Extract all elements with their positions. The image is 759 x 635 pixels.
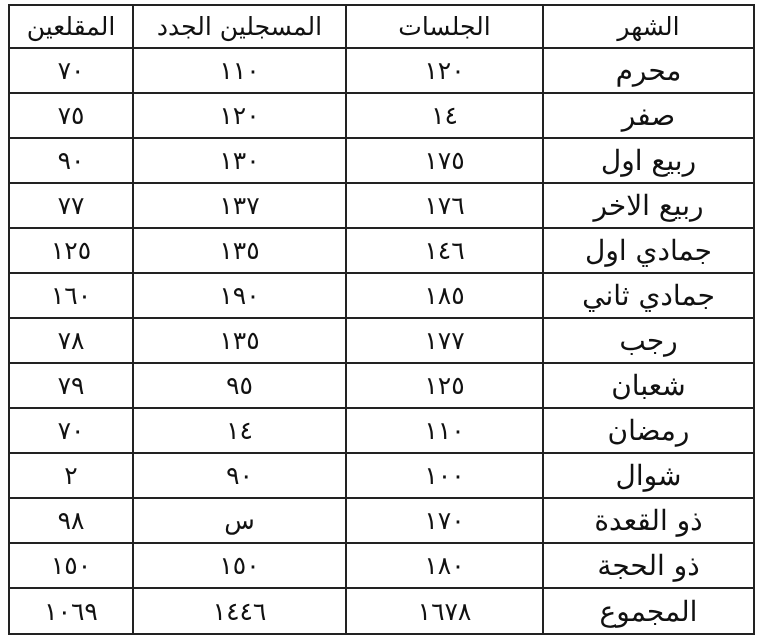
total-quitters: ١٠٦٩ (9, 588, 133, 634)
cell-quitters: ٩٨ (9, 498, 133, 543)
cell-quitters: ٢ (9, 453, 133, 498)
cell-quitters: ٧٠ (9, 48, 133, 93)
cell-quitters: ١٥٠ (9, 543, 133, 588)
header-month: الشهر (543, 5, 754, 48)
cell-new-registered: ٩٥ (133, 363, 346, 408)
cell-sessions: ١٢٠ (346, 48, 543, 93)
header-new-registered: المسجلين الجدد (133, 5, 346, 48)
cell-quitters: ٧٧ (9, 183, 133, 228)
cell-sessions: ١٧٠ (346, 498, 543, 543)
cell-month: ربيع اول (543, 138, 754, 183)
cell-quitters: ٧٩ (9, 363, 133, 408)
table-total-row (9, 588, 754, 634)
cell-month: شوال (543, 453, 754, 498)
cell-new-registered: ١٤ (133, 408, 346, 453)
cell-new-registered: ١١٠ (133, 48, 346, 93)
cell-new-registered: ١٣٠ (133, 138, 346, 183)
table-row (9, 138, 754, 183)
cell-month: محرم (543, 48, 754, 93)
total-new-registered: ١٤٤٦ (133, 588, 346, 634)
cell-new-registered: ١٢٠ (133, 93, 346, 138)
cell-sessions: ١٧٥ (346, 138, 543, 183)
cell-sessions: ١٢٥ (346, 363, 543, 408)
cell-quitters: ٧٥ (9, 93, 133, 138)
table-row (9, 273, 754, 318)
total-label: المجموع (543, 588, 754, 634)
total-sessions: ١٦٧٨ (346, 588, 543, 634)
cell-sessions: ١٠٠ (346, 453, 543, 498)
cell-new-registered: ١٥٠ (133, 543, 346, 588)
cell-sessions: ١٨٥ (346, 273, 543, 318)
cell-new-registered: ١٩٠ (133, 273, 346, 318)
table-row (9, 498, 754, 543)
cell-quitters: ٧٠ (9, 408, 133, 453)
table-header-row (9, 5, 754, 48)
cell-sessions: ١٤ (346, 93, 543, 138)
cell-sessions: ١٤٦ (346, 228, 543, 273)
header-quitters: المقلعين (9, 5, 133, 48)
table-row (9, 408, 754, 453)
table-row (9, 228, 754, 273)
cell-month: ذو الحجة (543, 543, 754, 588)
cell-quitters: ٩٠ (9, 138, 133, 183)
cell-quitters: ١٢٥ (9, 228, 133, 273)
cell-quitters: ١٦٠ (9, 273, 133, 318)
cell-month: ذو القعدة (543, 498, 754, 543)
table-row (9, 453, 754, 498)
cell-sessions: ١٨٠ (346, 543, 543, 588)
table-row (9, 183, 754, 228)
cell-quitters: ٧٨ (9, 318, 133, 363)
statistics-table-container (8, 4, 753, 628)
cell-month: ربيع الاخر (543, 183, 754, 228)
table-row (9, 318, 754, 363)
cell-month: صفر (543, 93, 754, 138)
cell-new-registered: س (133, 498, 346, 543)
table-row (9, 93, 754, 138)
cell-month: رمضان (543, 408, 754, 453)
cell-new-registered: ١٣٧ (133, 183, 346, 228)
cell-month: جمادي ثاني (543, 273, 754, 318)
monthly-statistics-table (8, 4, 755, 635)
cell-sessions: ١٧٧ (346, 318, 543, 363)
cell-sessions: ١١٠ (346, 408, 543, 453)
cell-new-registered: ١٣٥ (133, 318, 346, 363)
cell-month: شعبان (543, 363, 754, 408)
cell-new-registered: ١٣٥ (133, 228, 346, 273)
cell-new-registered: ٩٠ (133, 453, 346, 498)
table-row (9, 48, 754, 93)
header-sessions: الجلسات (346, 5, 543, 48)
cell-month: جمادي اول (543, 228, 754, 273)
table-row (9, 543, 754, 588)
table-row (9, 363, 754, 408)
cell-month: رجب (543, 318, 754, 363)
cell-sessions: ١٧٦ (346, 183, 543, 228)
